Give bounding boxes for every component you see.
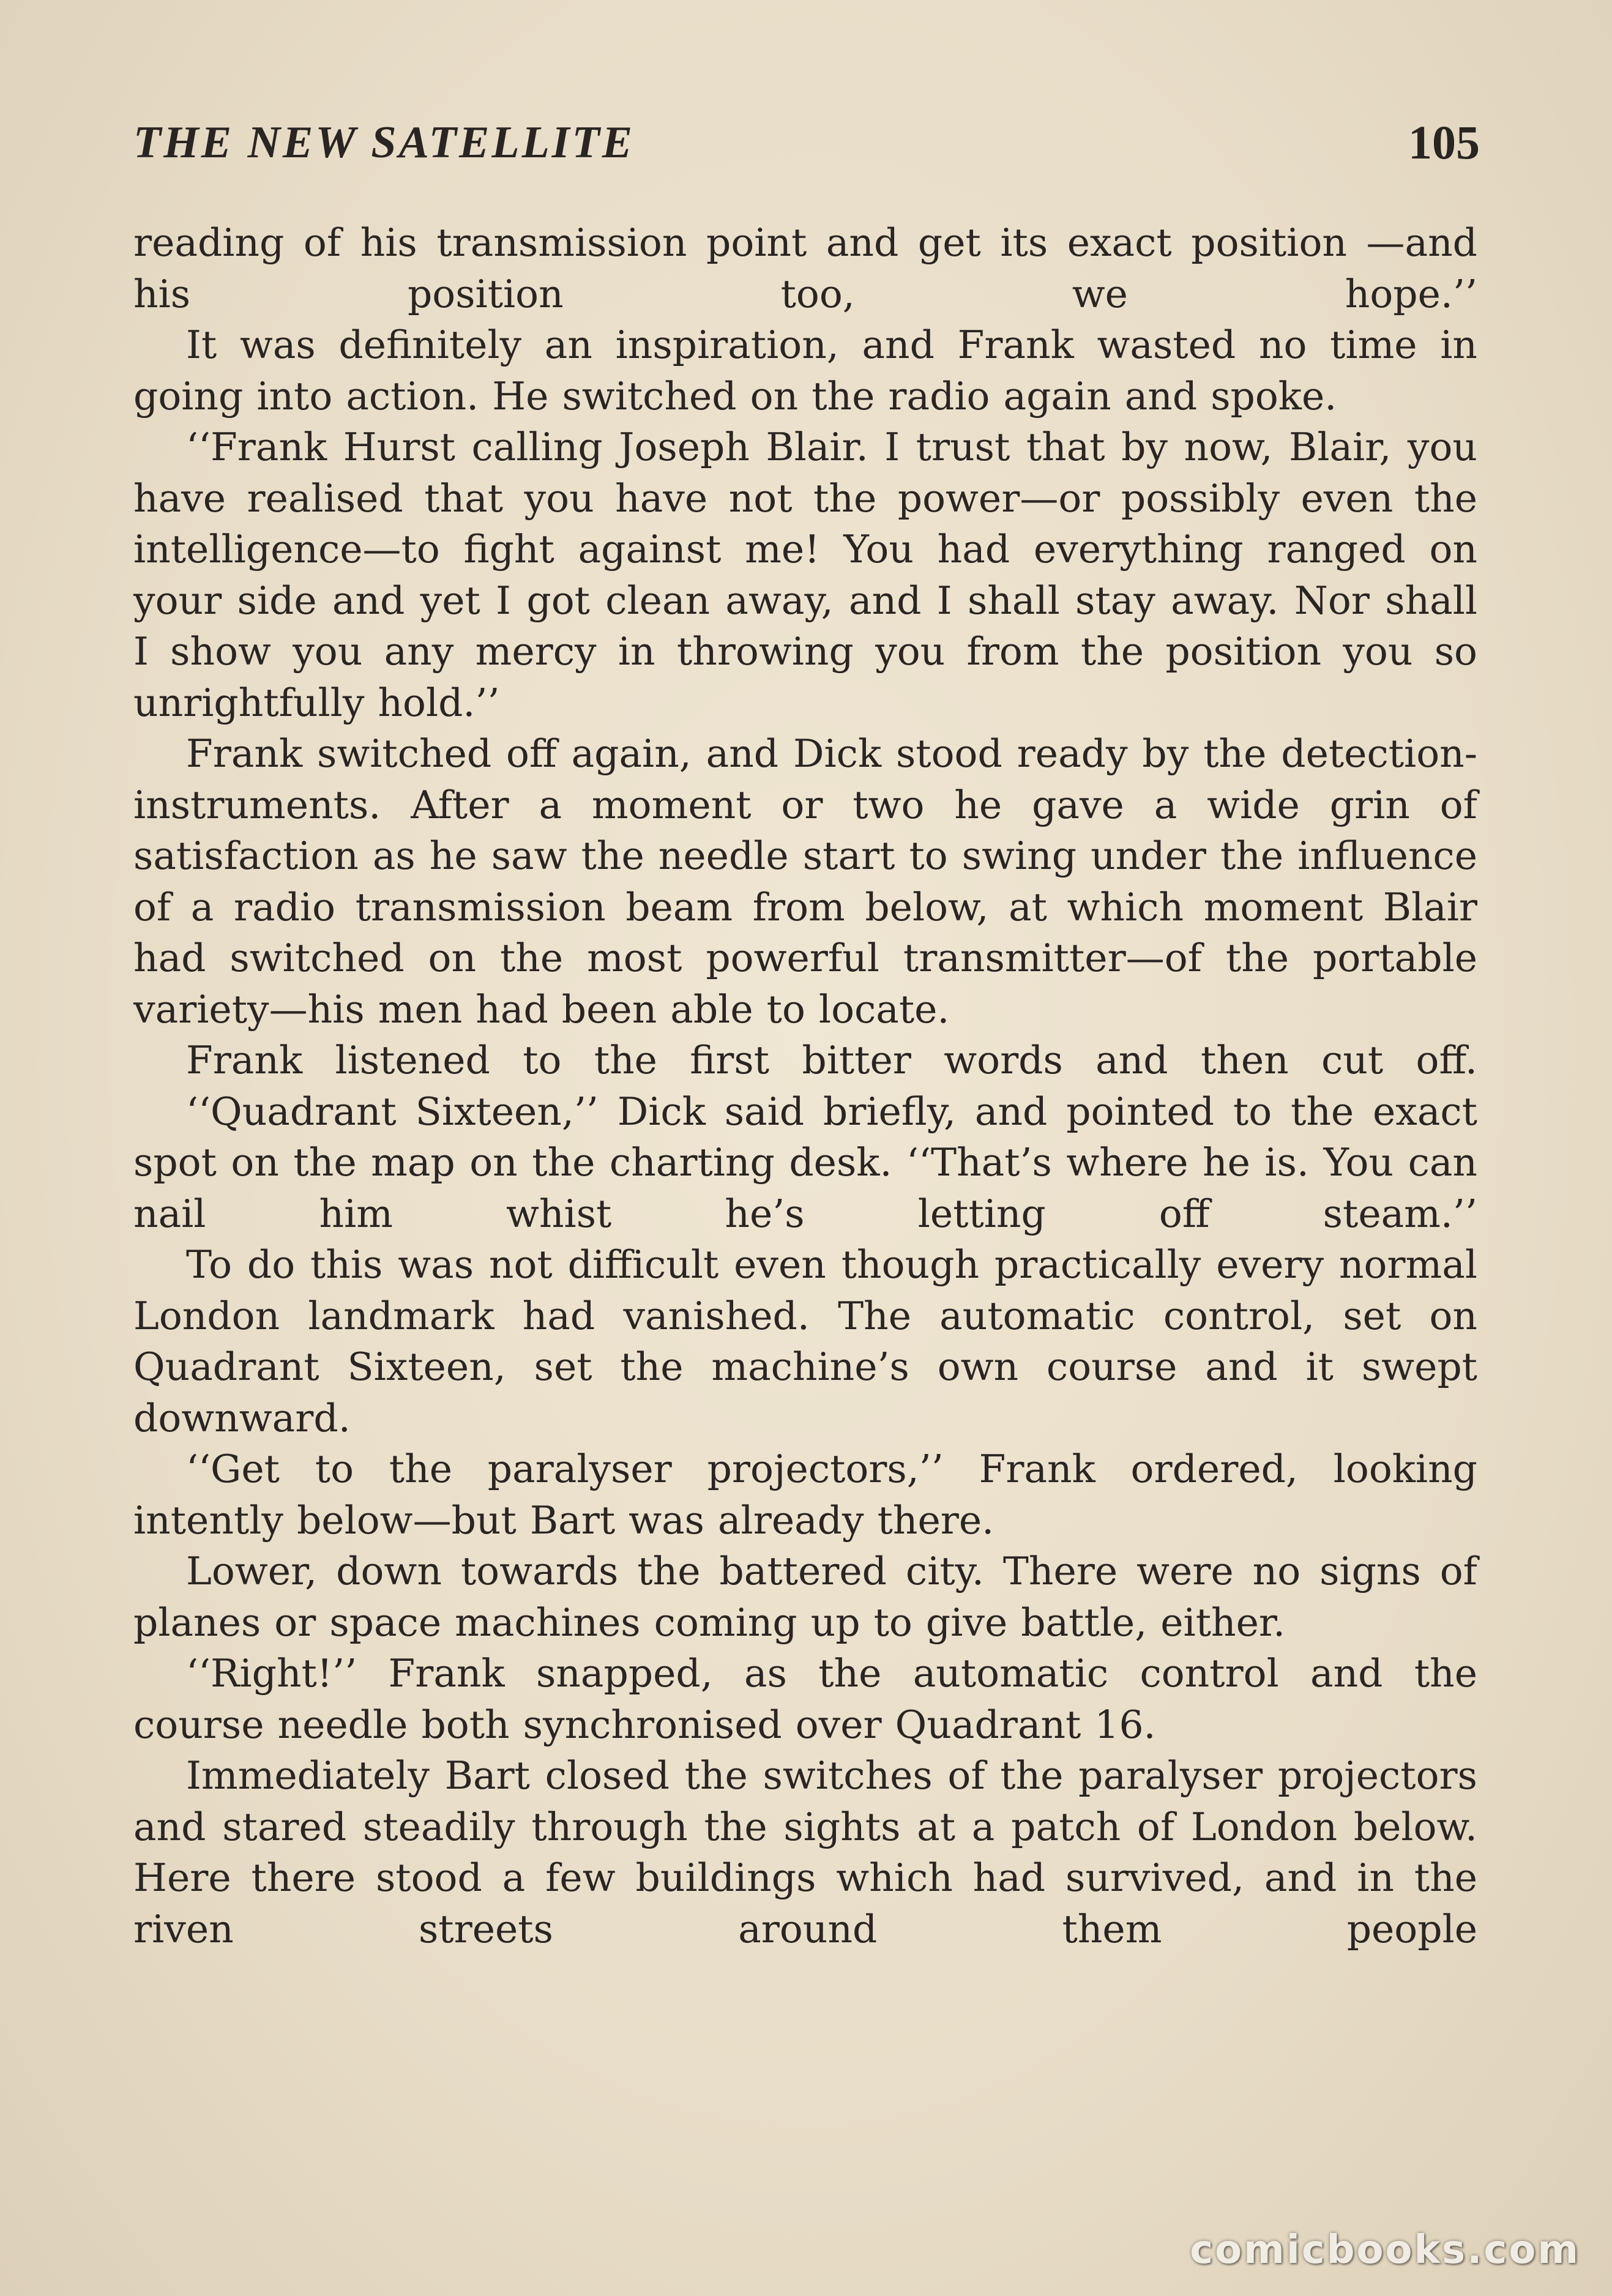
page-number: 105: [1408, 116, 1480, 169]
paragraph-9: Lower, down towards the battered city. There were no signs of planes or space machines coming up to give battle, either.: [133, 1549, 1477, 1645]
running-title: THE NEW SATELLITE: [133, 117, 635, 168]
paragraph-10: ‘‘Right!’’ Frank snapped, as the automatic control and the course needle both synchronised over Quadrant 16.: [133, 1651, 1477, 1747]
paragraph-2: It was definitely an inspiration, and Frank wasted no time in going into action. He switched on the radio again and spoke.: [133, 322, 1477, 419]
watermark: comicbooks.com: [1190, 2227, 1580, 2273]
paragraph-11: Immediately Bart closed the switches of the paralyser projectors and stared steadily through the sights at a patch of London below. Here there stood a few buildings which had survived, and in the riven streets around them people: [133, 1753, 1477, 1951]
paragraph-1: reading of his transmission point and get its exact position —and his position too, we hope.’’: [133, 220, 1477, 316]
paragraph-4: Frank switched off again, and Dick stood ready by the detection-instruments. After a moment or two he gave a wide grin of satisfaction as he saw the needle start to swing under the influence of a radio transmission beam from below, at which moment Blair had switched on the most powerful transmitter—of the portable variety—his men had been able to locate.: [133, 731, 1477, 1032]
paragraph-5: Frank listened to the first bitter words and then cut off.: [186, 1038, 1477, 1083]
paragraph-3: ‘‘Frank Hurst calling Joseph Blair. I trust that by now, Blair, you have realised that you have not the power—or possibly even the intelligence—to fight against me! You had everything ranged on your side and yet I got clean away, and I shall stay away. Nor shall I show you any mercy in throwing you from the position you so unrightfully hold.’’: [133, 425, 1477, 725]
paragraph-7: To do this was not difficult even though practically every normal London landmark had vanished. The automatic control, set on Quadrant Sixteen, set the machine’s own course and it swept downward.: [133, 1242, 1477, 1441]
page-header: [133, 115, 1480, 170]
paragraph-8: ‘‘Get to the paralyser projectors,’’ Frank ordered, looking intently below—but Bart was already there.: [133, 1447, 1477, 1543]
paragraph-6: ‘‘Quadrant Sixteen,’’ Dick said briefly, and pointed to the exact spot on the map on the charting desk. ‘‘That’s where he is. You can nail him whist he’s letting off steam.’’: [133, 1089, 1477, 1236]
body-text: [133, 217, 1477, 1955]
